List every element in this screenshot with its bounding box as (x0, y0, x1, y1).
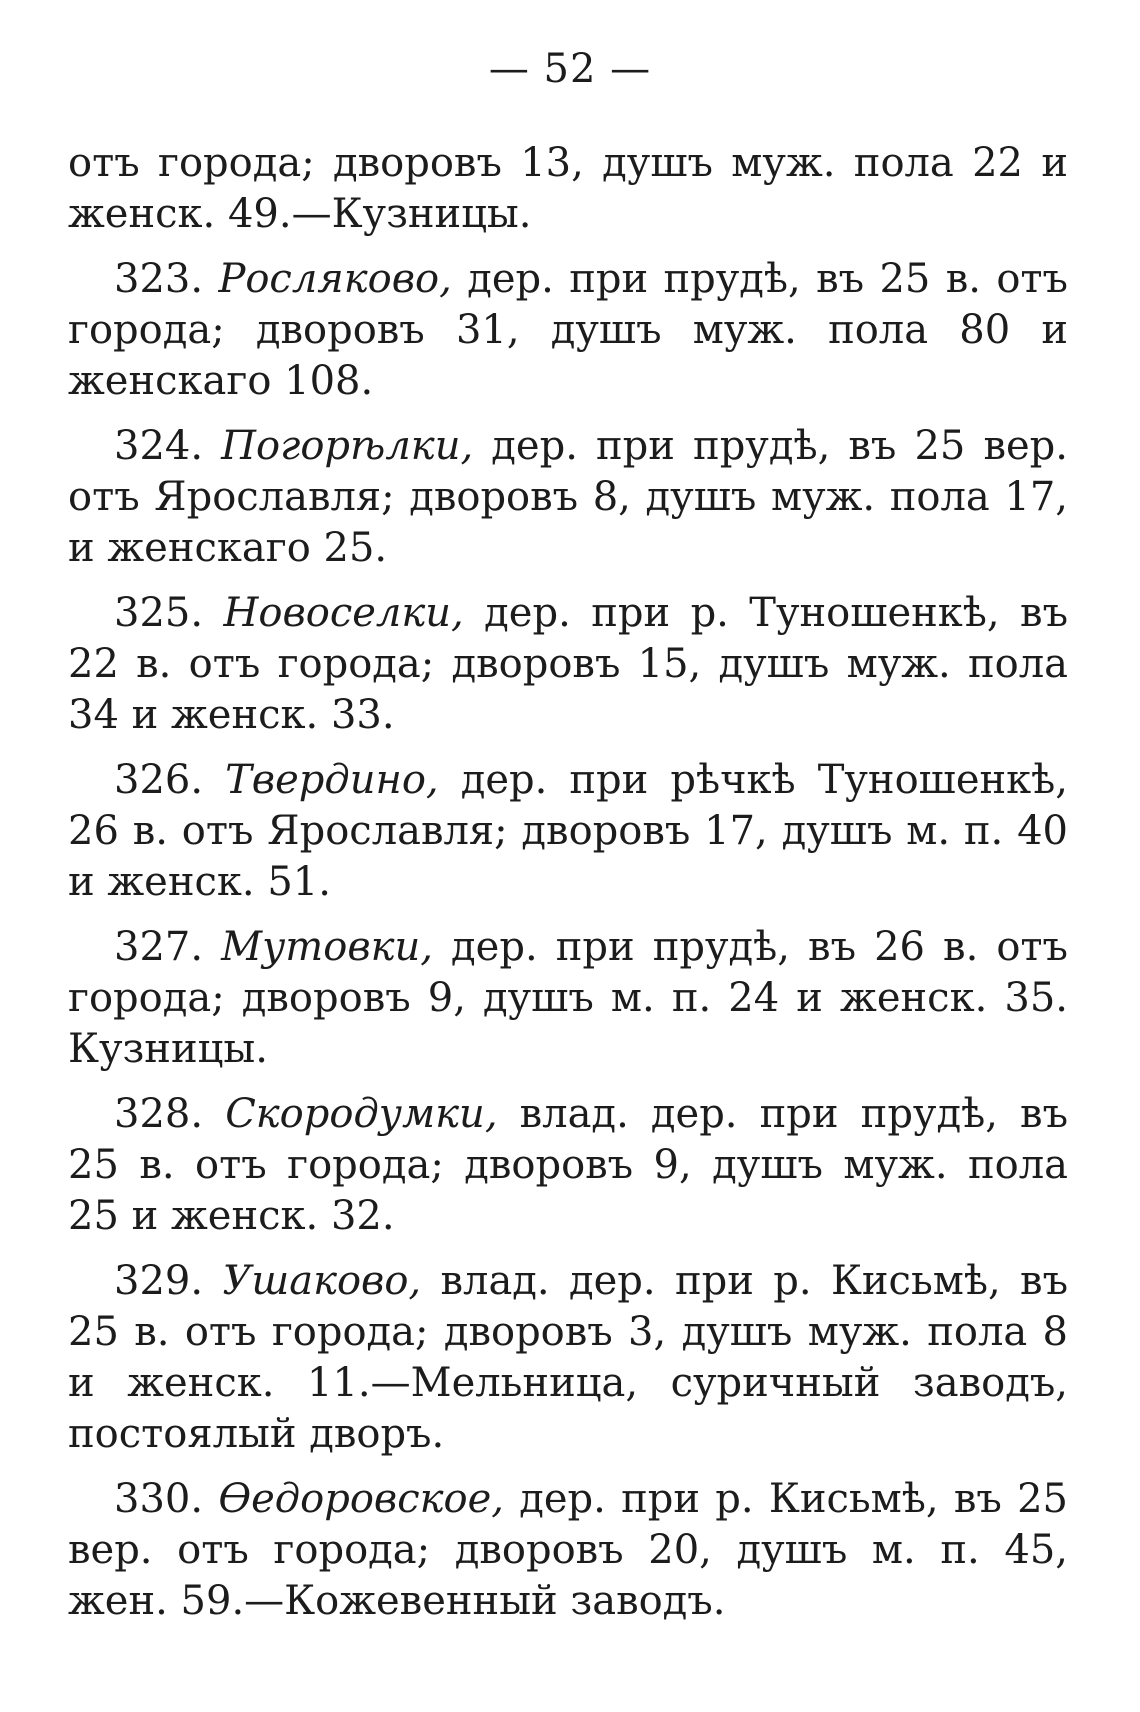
entry-number: 323. (114, 256, 204, 302)
place-name: Ушаково, (222, 1258, 422, 1304)
entry-text: дер. при прудѣ, въ 25 в. отъ города; дворовъ 31, душъ муж. пола 80 и женскаго 108. (68, 256, 1068, 404)
entry-329 (68, 1256, 1068, 1460)
place-name: Ѳедоровское, (218, 1476, 504, 1522)
place-name: Новоселки, (223, 590, 464, 636)
continuation-paragraph: отъ города; дворовъ 13, душъ муж. пола 22 и женск. 49.—Кузницы. (68, 140, 1068, 237)
entry-text: влад. дер. при прудѣ, въ 25 в. отъ города; дворовъ 9, душъ муж. пола 25 и женск. 32. (68, 1091, 1069, 1239)
entry-324 (68, 421, 1068, 574)
place-name: Скородумки, (225, 1091, 498, 1137)
place-name: Погорѣлки, (221, 423, 474, 469)
entry-330 (68, 1474, 1068, 1627)
entry-text: дер. при прудѣ, въ 25 вер. отъ Ярославля; дворовъ 8, душъ муж. пола 17, и женскаго 25. (68, 423, 1068, 571)
page-number: — 52 — (488, 46, 652, 92)
entry-327 (68, 922, 1068, 1075)
entry-number: 328. (114, 1091, 204, 1137)
entry-number: 324. (114, 423, 204, 469)
entry-328 (68, 1089, 1068, 1242)
page-body (68, 138, 1068, 1641)
entry-number: 326. (114, 757, 204, 803)
entry-325 (68, 588, 1068, 741)
place-name: Твердино, (225, 757, 439, 803)
entry-text: дер. при р. Туношенкѣ, въ 22 в. отъ города; дворовъ 15, душъ муж. пола 34 и женск. 33. (68, 590, 1069, 738)
place-name: Росляково, (218, 256, 452, 302)
entry-text: дер. при р. Кисьмѣ, въ 25 вер. отъ города; дворовъ 20, душъ м. п. 45, жен. 59.—Кожевенный заводъ. (68, 1476, 1068, 1624)
entry-number: 327. (114, 924, 204, 970)
place-name: Мутовки, (221, 924, 433, 970)
entry-text: дер. при прудѣ, въ 26 в. отъ города; дворовъ 9, душъ м. п. 24 и женск. 35. Кузницы. (68, 924, 1069, 1072)
entry-number: 329. (114, 1258, 204, 1304)
entry-326 (68, 755, 1068, 908)
entry-323 (68, 254, 1068, 407)
entry-text: дер. при рѣчкѣ Туношенкѣ, 26 в. отъ Ярославля; дворовъ 17, душъ м. п. 40 и женск. 51. (68, 757, 1069, 905)
entry-number: 330. (114, 1476, 204, 1522)
entry-text: влад. дер. при р. Кисьмѣ, въ 25 в. отъ города; дворовъ 3, душъ муж. пола 8 и женск. 11.—Мельница, суричный заводъ, постоялый дворъ. (68, 1258, 1069, 1457)
entry-number: 325. (114, 590, 204, 636)
